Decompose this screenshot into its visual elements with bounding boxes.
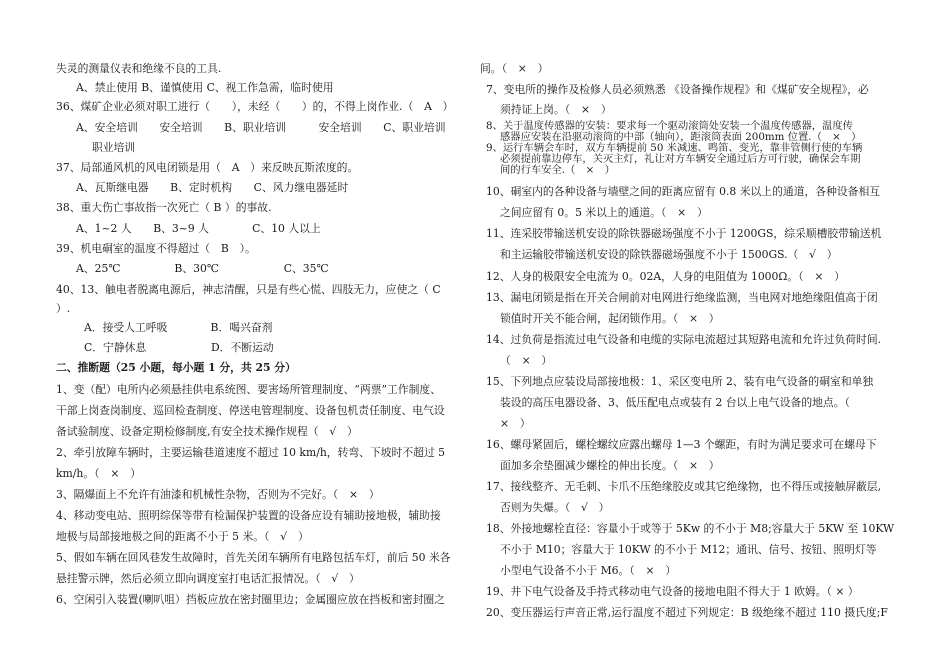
text-line: 19、井下电气设备及手持式移动电气设备的接地电阻不得大于 1 欧姆。（ × ） [486,585,859,598]
text-line: 锁值时开关不能合闸，起闭锁作用。（ × ） [500,312,720,325]
text-line: 面加多余垫圈减少螺栓的伸出长度。（ × ） [500,459,720,472]
text-line: 13、漏电闭锁是指在开关合闸前对电网进行绝缘监测，当电网对地绝缘阻值高于闭 [486,291,878,304]
text-line: A、25℃ B、30℃ C、35℃ [76,262,329,275]
text-line: km/h。（ × ） [56,467,142,480]
text-line: 38、重大伤亡事故指一次死亡（ B ）的事故. [56,201,272,214]
text-line: 和主运输胶带输送机安设的除铁器磁场强度不小于 1500GS.（ √ ） [500,248,838,261]
text-line: 之间应留有 0。5 米以上的通道。（ × ） [500,206,708,219]
text-line: 6、空闲引入装置(喇叭咀）挡板应放在密封圈里边；金属圈应放在挡板和密封圈之 [56,593,445,606]
text-line: 4、移动变电站、照明综保等带有检漏保护装置的设备应设有辅助接地极，辅助接 [56,509,441,522]
text-line: 感器应安装在沿驱动滚筒的中部（轴向），距滚筒表面 200mm 位置.（ × ） [500,131,862,143]
text-line: （ × ） [500,354,553,367]
text-line: 18、外接地螺栓直径：容量小于或等于 5Kw 的不小于 M8;容量大于 5KW 至 10KW [486,522,895,535]
text-line: 1、变（配）电所内必须悬挂供电系统图、要害场所管理制度、“两票”工作制度、 [56,383,441,396]
text-line: 40、13、触电者脱离电源后，神志清醒，只是有些心慌、四肢无力，应使之（ C [56,283,441,296]
text-line: 失灵的测量仪表和绝缘不良的工具. [56,62,222,75]
text-line: A．接受人工呼吸 B．喝兴奋剂 [84,321,273,334]
text-line: A、安全培训 安全培训 B、职业培训 安全培训 C、职业培训 [76,121,446,134]
text-line: 7、变电所的操作及检修人员必须熟悉 《设备操作规程》和《煤矿安全规程》，必 [486,83,869,96]
section-heading: 二、推断题（25 小题，每小题 1 分，共 25 分） [56,361,296,374]
text-line: 地极与局部接地极之间的距离不小于 5 米。（ √ ） [56,530,309,543]
text-line: 39、机电硐室的温度不得超过（ B ）。 [56,242,256,255]
text-line: 16、螺母紧固后，螺栓螺纹应露出螺母 1—3 个螺距，有时为满足要求可在螺母下 [486,438,877,451]
text-line: 装设的高压电器设备、3、低压配电点或装有 2 台以上电气设备的地点。（ [500,396,850,409]
text-line: 小型电气设备不小于 M6。（ × ） [500,564,677,577]
text-line: A、瓦斯继电器 B、定时机构 C、风力继电器延时 [76,181,349,194]
text-line: 36、煤矿企业必须对职工进行（ ），未经（ ）的，不得上岗作业.（ A ） [56,100,454,113]
text-line: 否则为失爆。（ √ ） [500,501,610,514]
text-line: 干部上岗查岗制度、巡回检查制度、停送电管理制度、设备包机责任制度、电气设 [56,404,445,417]
text-line: A、1~2 人 B、3~9 人 C、10 人以上 [76,222,321,235]
text-line: × ） [500,417,531,430]
text-line: 14、过负荷是指流过电气设备和电缆的实际电流超过其短路电流和允许过负荷时间. [486,333,882,346]
text-line: 12、人身的极限安全电流为 0。02A，人身的电阻值为 1000Ω。（ × ） [486,270,846,283]
text-line: 间的行车安全.（ × ） [500,164,615,176]
text-line: 5、假如车辆在回风巷发生故障时，首先关闭车辆所有电路包括车灯，前后 50 米各 [56,551,451,564]
text-line: C．宁静休息 D．不断运动 [84,341,274,354]
text-line: 11、连采胶带输送机安设的除铁器磁场强度不小于 1200GS，综采顺槽胶带输送机 [486,227,882,240]
text-line: 必须提前靠边停车，关灭主灯，礼让对方车辆安全通过后方可行驶，确保会车期 [500,153,861,165]
text-line: A、禁止使用 B、谨慎使用 C、视工作急需，临时使用 [76,81,334,94]
text-line: 职业培训 [92,141,136,154]
text-line: 10、硐室内的各种设备与墙壁之间的距离应留有 0.8 米以上的通道，各种设备相互 [486,185,881,198]
text-line: 2、牵引放障车辆时，主要运输巷道速度不超过 10 km/h，转弯、下坡时不超过 5 [56,446,446,459]
text-line: ）. [56,302,71,315]
text-line: 悬挂警示牌，然后必须立即向调度室打电话汇报情况。（ √ ） [56,572,360,585]
text-line: 9、运行车辆会车时，双方车辆提前 50 米减速、鸣笛、变光，靠非管侧行使的车辆 [486,142,863,154]
text-line: 15、下列地点应装设局部接地极：1、采区变电所 2、装有电气设备的硐室和单独 [486,375,874,388]
text-line: 8、关于温度传感器的安装：要求每一个驱动滚筒处安装一个温度传感器，温度传 [486,120,853,132]
text-line: 20、变压器运行声音正常,运行温度不超过下列规定：B 级绝缘不超过 110 摄氏度;F [486,606,888,619]
text-line: 须持证上岗。（ × ） [500,103,612,116]
text-line: 3、隔爆面上不允许有油漆和机械性杂物，否则为不完好。（ × ） [56,488,380,501]
text-line: 17、接线整齐、无毛刺、卡爪不压绝缘胶皮或其它绝缘物，也不得压或接触屏蔽层, [486,480,882,493]
text-line: 间。（ × ） [480,62,549,75]
text-line: 37、局部通风机的风电闭锁是用（ A ）来反映瓦斯浓度的。 [56,161,359,174]
text-line: 备试验制度、设备定期检修制度,有安全技术操作规程（ √ ） [56,425,358,438]
text-line: 不小于 M10；容量大于 10KW 的不小于 M12；通讯、信号、按钮、照明灯等 [500,543,877,556]
